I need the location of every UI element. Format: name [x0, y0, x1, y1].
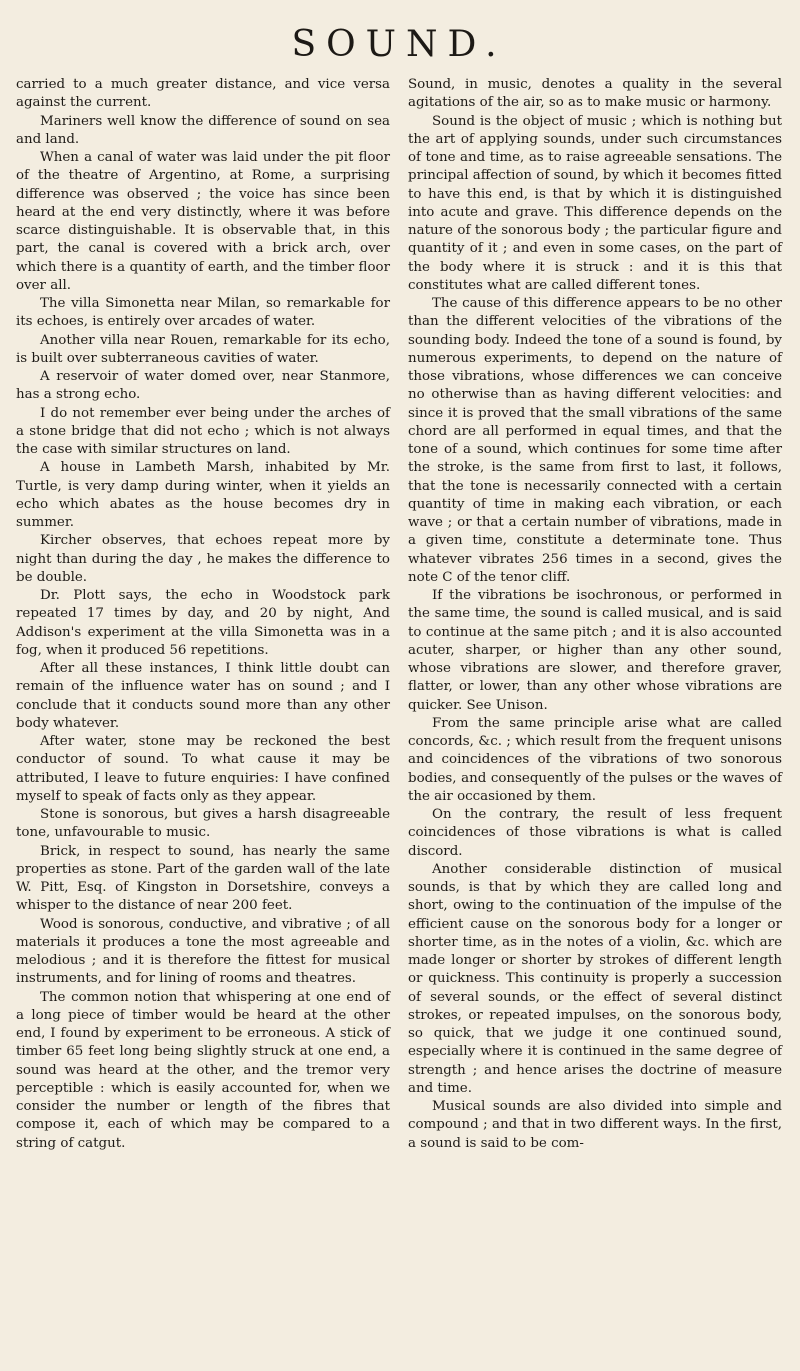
paragraph: Musical sounds are also divided into simple and compound ; and that in two different ways. In the first, a sound is said to be com- [408, 1099, 782, 1151]
paragraph: carried to a much greater distance, and vice versa against the current. [16, 77, 390, 111]
paragraph: Another villa near Rouen, remarkable for its echo, is built over subterraneous cavities of water. [16, 332, 390, 366]
paragraph: From the same principle arise what are called concords, &c. ; which result from the frequent unisons and coincidences of the vibrations of two sonorous bodies, and consequently of the pulses or the waves of the air occasioned by them. [408, 715, 782, 804]
paragraph: Sound is the object of music ; which is nothing but the art of applying sounds, under such circumstances of tone and time, as to raise agreeable sensations. The principal affection of sound, by which it becomes fitted to have this end, is that by which it is distinguished into acute and grave. This difference depends on the nature of the sonorous body ; the particular figure and quantity of it ; and even in some cases, on the part of the body where it is struck : and it is this that constitutes what are called different tones. [408, 113, 782, 293]
paragraph: Wood is sonorous, conductive, and vibrative ; of all materials it produces a tone the most agreeable and melodious ; and it is therefore the fittest for musical instruments, and for lining of rooms and theatres. [16, 916, 390, 987]
paragraph: Brick, in respect to sound, has nearly the same properties as stone. Part of the garden wall of the late W. Pitt, Esq. of Kingston in Dorsetshire, conveys a whisper to the distance of near 200 feet. [16, 843, 390, 914]
paragraph: When a canal of water was laid under the pit floor of the theatre of Argentino, at Rome, a surprising difference was observed ; the voice has since been heard at the end very distinctly, where it was before scarce distinguishable. It is observable that, in this part, the canal is covered with a brick arch, over which there is a quantity of earth, and the timber floor over all. [16, 150, 390, 293]
paragraph: Kircher observes, that echoes repeat more by night than during the day , he makes the difference to be double. [16, 533, 390, 585]
paragraph: The cause of this difference appears to be no other than the different velocities of the vibrations of the sounding body. Indeed the tone of a sound is found, by numerous experiments, to depend on the nature of those vibrations, whose differences we can conceive no otherwise than as having different velocities: and since it is proved that the small vibrations of the same chord are all performed in equal times, and that the tone of a sound, which continues for some time after the stroke, is the same from first to last, it follows, that the tone is necessarily connected with a certain quantity of time in making each vibration, or each wave ; or that a certain number of vibrations, made in a given time, constitute a determinate tone. Thus whatever vibrates 256 times in a second, gives the note C of the tenor cliff. [408, 296, 782, 585]
paragraph: I do not remember ever being under the arches of a stone bridge that did not echo ; which is not always the case with similar structures on land. [16, 405, 390, 457]
paragraph: Stone is sonorous, but gives a harsh disagreeable tone, unfavourable to music. [16, 807, 390, 841]
paragraph: The villa Simonetta near Milan, so remarkable for its echoes, is entirely over arcades of water. [16, 296, 390, 330]
paragraph: After all these instances, I think little doubt can remain of the influence water has on sound ; and I conclude that it conducts sound more than any other body whatever. [16, 661, 390, 731]
paragraph: If the vibrations be isochronous, or performed in the same time, the sound is called musical, and is said to continue at the same pitch ; and it is also accounted acuter, sharper, or higher than any other sound, whose vibrations are slower, and therefore graver, flatter, or lower, than any other whose vibrations are quicker. See Unison. [408, 588, 782, 713]
paragraph: On the contrary, the result of less frequent coincidences of those vibrations is what is called discord. [408, 807, 782, 859]
paragraph: A reservoir of water domed over, near Stanmore, has a strong echo. [16, 369, 390, 403]
running-title: SOUND. [291, 24, 507, 65]
right-column [408, 76, 782, 1153]
text-columns [16, 76, 782, 1153]
left-column [16, 76, 390, 1153]
paragraph: Mariners well know the difference of sound on sea and land. [16, 113, 390, 147]
paragraph: Sound, in music, denotes a quality in the several agitations of the air, so as to make music or harmony. [408, 77, 782, 111]
paragraph: A house in Lambeth Marsh, inhabited by Mr. Turtle, is very damp during winter, when it yields an echo which abates as the house becomes dry in summer. [16, 460, 390, 530]
paragraph: The common notion that whispering at one end of a long piece of timber would be heard at the other end, I found by experiment to be erroneous. A stick of timber 65 feet long being slightly struck at one end, a sound was heard at the other, and the tremor very perceptible : which is easily accounted for, when we consider the number or length of the fibres that compose it, each of which may be compared to a string of catgut. [16, 989, 390, 1151]
paragraph: After water, stone may be reckoned the best conductor of sound. To what cause it may be attributed, I leave to future enquiries: I have confined myself to speak of facts only as they appear. [16, 734, 390, 804]
paragraph: Another considerable distinction of musical sounds, is that by which they are called long and short, owing to the continuation of the impulse of the efficient cause on the sonorous body for a longer or shorter time, as in the notes of a violin, &c. which are made longer or shorter by strokes of different length or quickness. This continuity is properly a succession of several sounds, or the effect of several distinct strokes, or repeated impulses, on the sonorous body, so quick, that we judge it one continued sound, especially where it is continued in the same degree of strength ; and hence arises the doctrine of measure and time. [408, 861, 782, 1096]
paragraph: Dr. Plott says, the echo in Woodstock park repeated 17 times by day, and 20 by night, And Addison's experiment at the villa Simonetta was in a fog, when it produced 56 repetitions. [16, 588, 390, 658]
